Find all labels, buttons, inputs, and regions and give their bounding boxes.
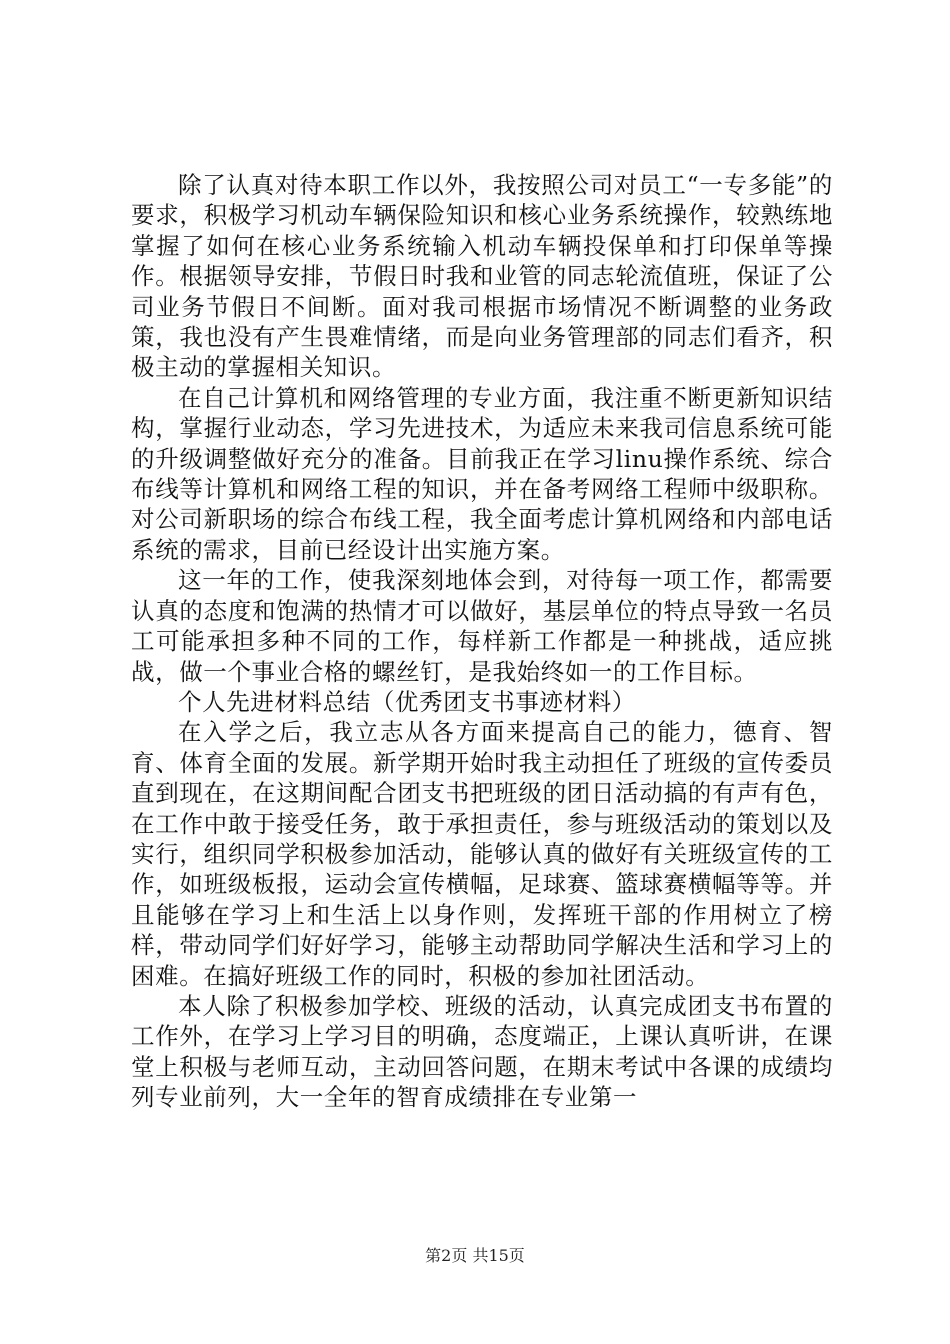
paragraph-class-activities: 在入学之后，我立志从各方面来提高自己的能力，德育、智育、体育全面的发展。新学期开始时我主动担任了班级的宣传委员直到现在，在这期间配合团支书把班级的团日活动搞的有声有色，在工作中敢于接受任务，敢于承担责任，参与班级活动的策划以及实行，组织同学积极参加活动，能够认真的做好有关班级宣传的工作，如班级板报，运动会宣传横幅，足球赛、篮球赛横幅等等。并且能够在学习上和生活上以身作则，发挥班干部的作用树立了榜样，带动同学们好好学习，能够主动帮助同学解决生活和学习上的困难。在搞好班级工作的同时，积极的参加社团活动。 — [131, 718, 833, 990]
paragraph-self-study: 除了认真对待本职工作以外，我按照公司对员工“一专多能”的要求，积极学习机动车辆保险知识和核心业务系统操作，较熟练地掌握了如何在核心业务系统输入机动车辆投保单和打印保单等操作。根据领导安排，节假日时我和业管的同志轮流值班，保证了公司业务节假日不间断。面对我司根据市场情况不断调整的业务政策，我也没有产生畏难情绪，而是向业务管理部的同志们看齐，积极主动的掌握相关知识。 — [131, 171, 833, 382]
section-heading: 个人先进材料总结（优秀团支书事迹材料） — [178, 687, 636, 716]
paragraph-professional-skills: 在自己计算机和网络管理的专业方面，我注重不断更新知识结构，掌握行业动态，学习先进技术，为适应未来我司信息系统可能的升级调整做好充分的准备。目前我正在学习linu操作系统、综合布线等计算机和网络工程的知识，并在备考网络工程师中级职称。对公司新职场的综合布线工程，我全面考虑计算机网络和内部电话系统的需求，目前已经设计出实施方案。 — [131, 383, 833, 564]
paragraph-academic-study: 本人除了积极参加学校、班级的活动，认真完成团支书布置的工作外，在学习上学习目的明确，态度端正，上课认真听讲，在课堂上积极与老师互动，主动回答问题，在期末考试中各课的成绩均列专业前列，大一全年的智育成绩排在专业第一 — [131, 991, 833, 1112]
paragraph-year-summary: 这一年的工作，使我深刻地体会到，对待每一项工作，都需要认真的态度和饱满的热情才可以做好，基层单位的特点导致一名员工可能承担多种不同的工作，每样新工作都是一种挑战，适应挑战，做一个事业合格的螺丝钉，是我始终如一的工作目标。 — [131, 566, 833, 686]
page-number-footer: 第2页 共15页 — [425, 1246, 525, 1265]
document-body — [131, 170, 833, 1113]
